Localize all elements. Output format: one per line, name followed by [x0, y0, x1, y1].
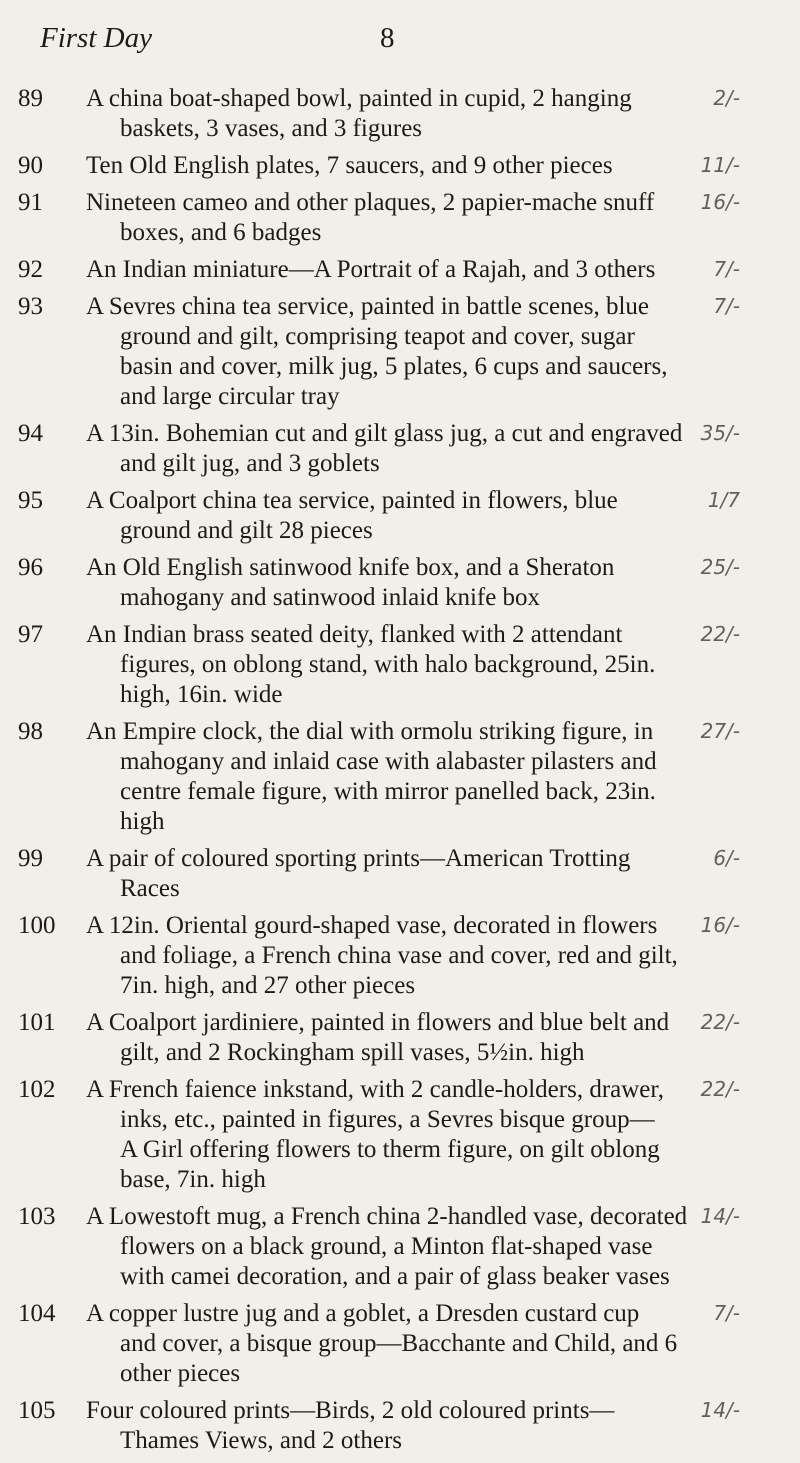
lot-entry [0, 188, 800, 255]
lot-description-line: ground and gilt 28 pieces [120, 517, 373, 544]
lot-entry [0, 717, 800, 844]
handwritten-price: 22/- [700, 1077, 740, 1101]
lot-entry [0, 1075, 800, 1202]
handwritten-price: 25/- [700, 555, 740, 579]
lot-description-line: A Lowestoft mug, a French china 2-handled vase, decorated [86, 1203, 688, 1230]
handwritten-price: 14/- [700, 1204, 740, 1228]
lot-description-line: base, 7in. high [120, 1166, 266, 1193]
lot-description-line: Ten Old English plates, 7 saucers, and 9 other pieces [86, 152, 613, 179]
lot-entry [0, 419, 800, 486]
lot-description-line: baskets, 3 vases, and 3 figures [120, 115, 423, 142]
handwritten-price: 11/- [700, 153, 740, 177]
lot-description-line: basin and cover, milk jug, 5 plates, 6 cups and saucers, [120, 353, 668, 380]
lot-description [86, 255, 676, 285]
lot-description-line: Nineteen cameo and other plaques, 2 papier-mache snuff [86, 189, 655, 216]
lot-description-line: An Indian brass seated deity, flanked with 2 attendant [86, 621, 623, 648]
lot-description-line: A Girl offering flowers to therm figure, on gilt oblong [120, 1136, 660, 1163]
lot-number: 90 [18, 152, 43, 179]
handwritten-price: 7/- [713, 1301, 740, 1325]
lot-description [86, 151, 676, 181]
lot-description-line: A 13in. Bohemian cut and gilt glass jug, a cut and engraved [86, 420, 683, 447]
lot-list [0, 84, 800, 1463]
handwritten-price: 6/- [713, 846, 740, 870]
lot-number: 98 [18, 718, 43, 745]
handwritten-price: 14/- [700, 1398, 740, 1422]
lot-entry [0, 151, 800, 188]
lot-entry [0, 911, 800, 1008]
lot-number: 94 [18, 420, 43, 447]
lot-description [86, 419, 683, 479]
handwritten-price: 22/- [700, 1010, 740, 1034]
handwritten-price: 27/- [700, 719, 740, 743]
lot-description [86, 717, 676, 837]
lot-number: 101 [18, 1009, 56, 1036]
page-number: 8 [380, 22, 395, 54]
lot-number: 103 [18, 1203, 56, 1230]
handwritten-price: 7/- [713, 257, 740, 281]
lot-description-line: A 12in. Oriental gourd-shaped vase, decorated in flowers [86, 912, 658, 939]
lot-description-line: A copper lustre jug and a goblet, a Dresden custard cup [86, 1300, 640, 1327]
handwritten-price: 1/7 [707, 488, 740, 512]
lot-number: 96 [18, 554, 43, 581]
lot-description-line: and foliage, a French china vase and cover, red and gilt, [120, 942, 678, 969]
lot-description-line: and cover, a bisque group—Bacchante and Child, and 6 [120, 1330, 678, 1357]
lot-description [86, 844, 676, 904]
handwritten-price: 35/- [700, 421, 740, 445]
lot-description-line: high [120, 808, 165, 835]
lot-description-line: figures, on oblong stand, with halo background, 25in. [120, 651, 656, 678]
lot-description-line: A Coalport china tea service, painted in flowers, blue [86, 487, 618, 514]
lot-description-line: high, 16in. wide [120, 681, 283, 708]
handwritten-price: 22/- [700, 622, 740, 646]
lot-description-line: inks, etc., painted in figures, a Sevres bisque group— [120, 1106, 655, 1133]
handwritten-price: 7/- [713, 294, 740, 318]
lot-number: 102 [18, 1076, 56, 1103]
lot-description [86, 1008, 676, 1068]
lot-description-line: A pair of coloured sporting prints—American Trotting [86, 845, 631, 872]
lot-description-line: Races [120, 875, 180, 902]
lot-description [86, 620, 676, 710]
lot-entry [0, 553, 800, 620]
lot-entry [0, 292, 800, 419]
lot-number: 95 [18, 487, 43, 514]
handwritten-price: 16/- [700, 913, 740, 937]
lot-number: 93 [18, 293, 43, 320]
lot-description-line: centre female figure, with mirror panelled back, 23in. [120, 778, 656, 805]
page-title: First Day [40, 22, 152, 54]
lot-description-line: A china boat-shaped bowl, painted in cupid, 2 hanging [86, 85, 632, 112]
lot-description-line: boxes, and 6 badges [120, 219, 322, 246]
lot-number: 97 [18, 621, 43, 648]
lot-description-line: mahogany and satinwood inlaid knife box [120, 584, 541, 611]
lot-description-line: An Empire clock, the dial with ormolu striking figure, in [86, 718, 654, 745]
lot-description-line: 7in. high, and 27 other pieces [120, 972, 416, 999]
lot-entry [0, 1396, 800, 1463]
lot-description-line: A Coalport jardiniere, painted in flowers and blue belt and [86, 1009, 670, 1036]
lot-description [86, 1075, 676, 1195]
lot-entry [0, 84, 800, 151]
lot-entry [0, 1299, 800, 1396]
lot-entry [0, 1008, 800, 1075]
page-header [40, 22, 760, 56]
lot-description-line: Four coloured prints—Birds, 2 old coloured prints— [86, 1397, 615, 1424]
lot-description [86, 188, 676, 248]
lot-description-line: mahogany and inlaid case with alabaster pilasters and [120, 748, 657, 775]
lot-number: 104 [18, 1300, 56, 1327]
handwritten-price: 2/- [713, 86, 740, 110]
lot-number: 89 [18, 85, 43, 112]
lot-description [86, 1299, 676, 1389]
lot-description-line: Thames Views, and 2 others [120, 1427, 403, 1454]
lot-description [86, 911, 676, 1001]
lot-description-line: A Sevres china tea service, painted in battle scenes, blue [86, 293, 649, 320]
lot-number: 91 [18, 189, 43, 216]
lot-entry [0, 844, 800, 911]
lot-entry [0, 620, 800, 717]
lot-description-line: A French faience inkstand, with 2 candle-holders, drawer, [86, 1076, 664, 1103]
lot-description [86, 486, 676, 546]
lot-description-line: and gilt jug, and 3 goblets [120, 450, 380, 477]
lot-entry [0, 486, 800, 553]
handwritten-price: 16/- [700, 190, 740, 214]
lot-description-line: with camei decoration, and a pair of glass beaker vases [120, 1263, 670, 1290]
lot-description [86, 292, 676, 412]
lot-description [86, 84, 676, 144]
lot-entry [0, 1202, 800, 1299]
lot-description [86, 553, 676, 613]
lot-entry [0, 255, 800, 292]
lot-number: 100 [18, 912, 56, 939]
lot-description-line: other pieces [120, 1360, 241, 1387]
lot-description-line: flowers on a black ground, a Minton flat-shaped vase [120, 1233, 653, 1260]
lot-number: 105 [18, 1397, 56, 1424]
lot-description-line: and large circular tray [120, 383, 340, 410]
lot-number: 92 [18, 256, 43, 283]
lot-description-line: gilt, and 2 Rockingham spill vases, 5½in. high [120, 1039, 585, 1066]
lot-description-line: ground and gilt, comprising teapot and cover, sugar [120, 323, 635, 350]
lot-number: 99 [18, 845, 43, 872]
lot-description [86, 1202, 688, 1292]
lot-description [86, 1396, 676, 1456]
lot-description-line: An Old English satinwood knife box, and a Sheraton [86, 554, 615, 581]
lot-description-line: An Indian miniature—A Portrait of a Rajah, and 3 others [86, 256, 656, 283]
